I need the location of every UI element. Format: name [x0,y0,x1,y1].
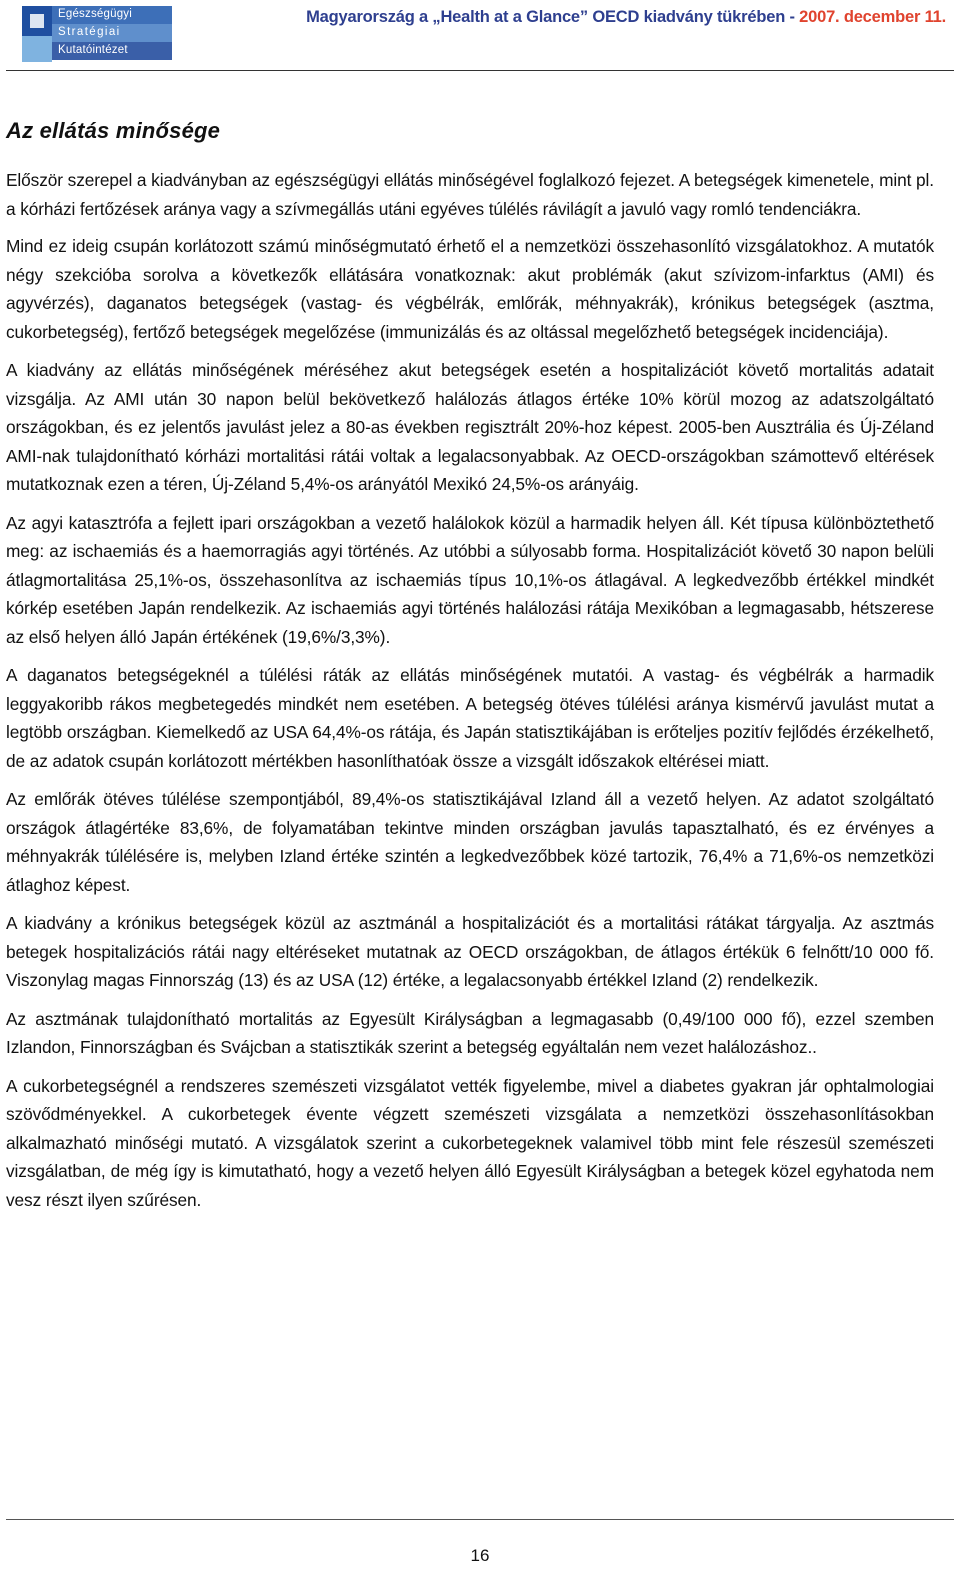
header-date: 2007. december 11. [799,8,946,26]
paragraph-8: Az asztmának tulajdonítható mortalitás az Egyesült Királyságban a legmagasabb (0,49/100 000 fő), ezzel szemben Izlandon, Finnországban és Svájcban a statisztikák szerint a betegség egyáltalán nem vezet halálozáshoz.. [6,1008,934,1057]
page-number: 16 [470,1546,490,1565]
page-header [0,0,960,72]
logo-line-1: Egészségügyi [58,8,132,20]
paragraph-9: A cukorbetegségnél a rendszeres szemészeti vizsgálatot vették figyelembe, mivel a diabetes gyakran jár ophtalmologiai szövődményekkel. A cukorbetegek évente végzett szemészeti vizsgálata a nemzetközi összehasonlításokban alkalmazható minőségi mutató. A vizsgálatok szerint a cukorbetegeknek valamivel több mint fele részesül szemészeti vizsgálatban, de még így is kimutatható, hogy a vezető helyen álló Egyesült Királyságban a betegek közel egyhatoda nem vesz részt ilyen szűrésen. [6,1075,934,1210]
document-header-title [306,8,946,27]
paragraph-3: A kiadvány az ellátás minőségének méréséhez akut betegségek esetén a hospitalizációt követő mortalitás adatait vizsgálja. Az AMI után 30 napon belül bekövetkező halálozás átlagos értéke 10% körül mozog az adatszolgáltató országokban, és ez jelentős javulást jelez a 80-as években regisztrált 20%-hoz képest. 2005-ben Ausztrália és Új-Zéland AMI-nak tulajdonítható kórházi mortalitási rátái voltak a legalacsonyabbak. Az OECD-országokban számottevő eltérések mutatkoznak ezen a téren, Új-Zéland 5,4%-os arányától Mexikó 24,5%-os arányáig. [6,360,934,494]
institute-logo [22,6,172,62]
paragraph-2: Mind ez ideig csupán korlátozott számú minőségmutató érhető el a nemzetközi összehasonlító vizsgálatokhoz. A mutatók négy szekcióba sorolva a következők ellátására vonatkoznak: akut problémák (akut szívizom-infarktus (AMI) és agyvérzés), daganatos betegségek (vastag- és végbélrák, emlőrák, méhnyakrák), krónikus betegségek (asztma, cukorbetegség), fertőző betegségek megelőzése (immunizálás és az oltással megelőzhető betegségek incidenciája). [6,236,934,342]
header-divider [6,70,954,71]
header-title-text: Magyarország a „Health at a Glance” OECD kiadvány tükrében - [306,8,795,26]
paragraph-7: A kiadvány a krónikus betegségek közül az asztmánál a hospitalizációt és a mortalitási rátákat tárgyalja. Az asztmás betegek hospitalizációs rátái nagy eltéréseket mutatnak az OECD országokban, de átlagos értékük 6 felnőtt/10 000 fő. Viszonylag magas Finnország (13) és az USA (12) értéke, a legalacsonyabb értékkel Izland (2) rendelkezik. [6,913,934,990]
logo-line-3: Kutatóintézet [58,44,128,56]
paragraph-1: Először szerepel a kiadványban az egészségügyi ellátás minőségével foglalkozó fejezet. A betegségek kimenetele, mint pl. a kórházi fertőzések aránya vagy a szívmegállás utáni egyéves túlélés rávilágít a javuló vagy romló tendenciákra. [6,170,934,219]
paragraph-4: Az agyi katasztrófa a fejlett ipari országokban a vezető halálokok közül a harmadik helyen áll. Két típusa különböztethető meg: az ischaemiás és a haemorragiás agyi történés. Az utóbbi a súlyosabb forma. Hospitalizációt követő 30 napon belüli átlagmortalitása 25,1%-os, összehasonlítva az ischaemiás típus 10,1%-os átlagával. A legkedvezőbb értékkel mindkét kórkép esetében Japán rendelkezik. Az ischaemiás agyi történés halálozási rátája Mexikóban a legmagasabb, hétszerese az első helyen álló Japán értékének (19,6%/3,3%). [6,512,934,647]
paragraph-5: A daganatos betegségeknél a túlélési ráták az ellátás minőségének mutatói. A vastag- és végbélrák a harmadik leggyakoribb rákos megbetegedés mindkét nem esetében. A betegség ötéves túlélési aránya kismérvű javulást mutat a legtöbb országban. Kiemelkedő az USA 64,4%-os rátája, és Japán statisztikájában is erőteljes pozitív fejlődés érzékelhető, de az adatok csupán korlátozott mértékben hasonlíthatóak össze a vizsgált időszakok eltérései miatt. [6,665,934,771]
footer-divider [6,1519,954,1520]
section-heading: Az ellátás minősége [6,118,221,143]
document-body [6,118,934,1224]
paragraph-6: Az emlőrák ötéves túlélése szempontjából, 89,4%-os statisztikájával Izland áll a vezető helyen. Az adatot szolgáltató országok átlagértéke 83,6%, de folyamatában tekintve minden országban javulás tapasztalható, és ez érvényes a méhnyakrák túlélésére is, melyben Izland értéke szintén a legkedvezőbbek közé tartozik, 76,4% a 71,6%-os nemzetközi átlaghoz képest. [6,789,934,895]
logo-line-2: Stratégiai [58,26,121,38]
